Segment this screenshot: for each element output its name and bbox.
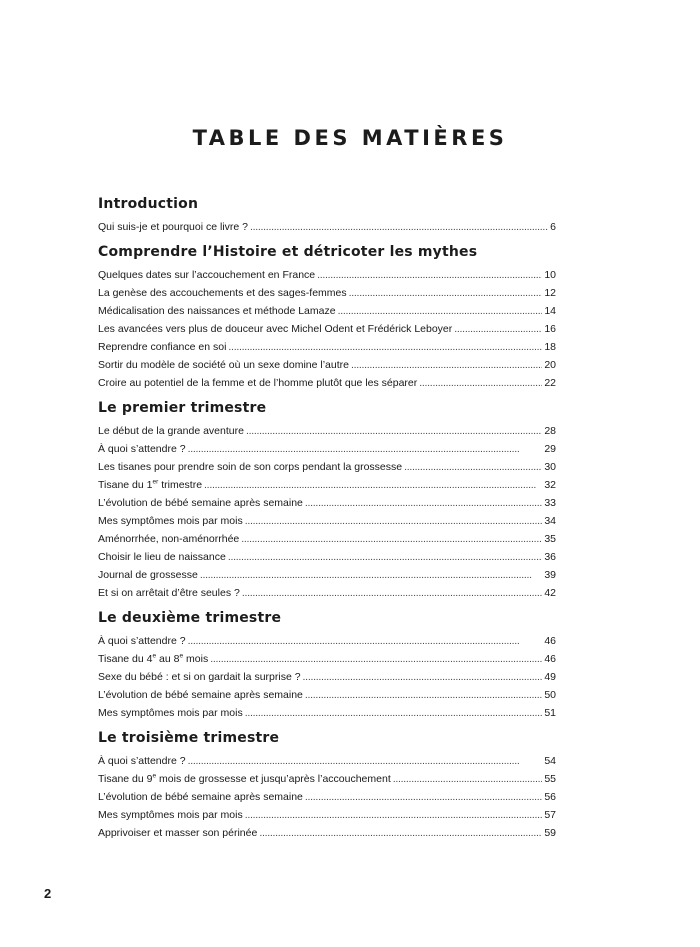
entry-title [98, 422, 244, 440]
entry-title [98, 512, 243, 530]
ordinal-suffix: e [152, 652, 157, 660]
toc-entry[interactable] [98, 686, 556, 704]
entry-page-number: 30 [544, 461, 556, 473]
entry-title [98, 266, 315, 284]
dot-leader [349, 284, 543, 302]
ordinal-suffix: e [179, 652, 184, 660]
dot-leader [241, 530, 542, 548]
entry-title-text: mois [183, 653, 209, 665]
entry-title-text: Le début de la grande aventure [98, 425, 244, 437]
toc-entry[interactable] [98, 266, 556, 284]
entry-title-text: Médicalisation des naissances et méthode Lamaze [98, 305, 336, 317]
entry-page-number: 56 [544, 791, 556, 803]
entry-title-text: À quoi s’attendre ? [98, 443, 186, 455]
dot-leader [188, 440, 543, 458]
entry-title [98, 650, 208, 668]
entry-page-number: 55 [544, 773, 556, 785]
ordinal-number: 4 [146, 653, 153, 665]
entry-title [98, 458, 402, 476]
entry-page-number: 54 [544, 755, 556, 767]
toc-section [98, 610, 556, 722]
entry-title-text: L’évolution de bébé semaine après semaine [98, 689, 303, 701]
entry-page-number: 34 [544, 515, 556, 527]
entry-page-number: 12 [544, 287, 556, 299]
entry-title-text: Mes symptômes mois par mois [98, 515, 243, 527]
entry-page-number: 29 [544, 443, 556, 455]
entry-title-text: Tisane du [98, 653, 144, 665]
toc-entry[interactable] [98, 284, 556, 302]
toc-entry[interactable] [98, 458, 556, 476]
dot-leader [188, 752, 543, 770]
entry-title [98, 494, 303, 512]
entry-title-text: Sortir du modèle de société où un sexe domine l’autre [98, 359, 349, 371]
dot-leader [317, 266, 542, 284]
entry-page-number: 42 [544, 587, 556, 599]
toc-entry[interactable] [98, 788, 556, 806]
entry-page-number: 10 [544, 269, 556, 281]
ordinal-number: 1 [146, 479, 153, 491]
entry-page-number: 39 [544, 569, 556, 581]
toc-entry[interactable] [98, 494, 556, 512]
toc-entry[interactable] [98, 668, 556, 686]
entry-title-text: au [156, 653, 174, 665]
entry-title [98, 284, 347, 302]
toc-entry[interactable] [98, 440, 556, 458]
entry-page-number: 57 [544, 809, 556, 821]
section-heading: Le premier trimestre [98, 400, 267, 416]
dot-leader [305, 494, 542, 512]
dot-leader [246, 422, 542, 440]
entry-title [98, 374, 417, 392]
entry-title-text: Reprendre confiance en soi [98, 341, 227, 353]
dot-leader [419, 374, 542, 392]
dot-leader [204, 476, 542, 494]
toc-entry[interactable] [98, 356, 556, 374]
dot-leader [228, 548, 542, 566]
entry-title [98, 770, 391, 788]
entry-title-text: À quoi s’attendre ? [98, 755, 186, 767]
entry-title-text: Tisane du [98, 773, 144, 785]
toc-entry[interactable] [98, 824, 556, 842]
dot-leader [245, 512, 543, 530]
entry-title-text: Les avancées vers plus de douceur avec Michel Odent et Frédérick Leboyer [98, 323, 453, 335]
toc-section [98, 400, 556, 602]
page-number: 2 [44, 886, 52, 901]
table-of-contents [98, 196, 556, 842]
dot-leader [404, 458, 542, 476]
dot-leader [242, 584, 542, 602]
toc-entry[interactable] [98, 650, 556, 668]
entry-title-text: L’évolution de bébé semaine après semaine [98, 791, 303, 803]
entry-title-text: mois de grossesse et jusqu’après l’accouchement [156, 773, 391, 785]
toc-entry[interactable] [98, 752, 556, 770]
entry-page-number: 46 [544, 635, 556, 647]
entry-title [98, 566, 198, 584]
section-heading: Le deuxième trimestre [98, 610, 282, 626]
toc-entry[interactable] [98, 302, 556, 320]
toc-entry[interactable] [98, 512, 556, 530]
toc-entry[interactable] [98, 422, 556, 440]
entry-title-text: Qui suis-je et pourquoi ce livre ? [98, 221, 248, 233]
entry-title [98, 668, 301, 686]
entry-title [98, 824, 257, 842]
entry-title [98, 440, 186, 458]
dot-leader [454, 320, 542, 338]
toc-entry[interactable] [98, 476, 556, 494]
entry-title [98, 476, 202, 494]
entry-title-text: L’évolution de bébé semaine après semaine [98, 497, 303, 509]
entry-title-text: Et si on arrêtait d’être seules ? [98, 587, 240, 599]
entry-title-text: À quoi s’attendre ? [98, 635, 186, 647]
dot-leader [338, 302, 543, 320]
entry-title-text: Apprivoiser et masser son périnée [98, 827, 258, 839]
entry-title [98, 530, 239, 548]
entry-title-text: Journal de grossesse [98, 569, 198, 581]
ordinal-suffix: er [152, 478, 159, 486]
toc-entry[interactable] [98, 584, 556, 602]
entry-page-number: 16 [544, 323, 556, 335]
dot-leader [259, 824, 542, 842]
entry-page-number: 59 [544, 827, 556, 839]
entry-page-number: 32 [544, 479, 556, 491]
entry-title-text: Quelques dates sur l’accouchement en France [98, 269, 316, 281]
entry-title [98, 338, 226, 356]
toc-section [98, 196, 556, 236]
entry-page-number: 20 [544, 359, 556, 371]
dot-leader [305, 686, 542, 704]
toc-entry[interactable] [98, 548, 556, 566]
entry-title-text: Mes symptômes mois par mois [98, 707, 243, 719]
dot-leader [305, 788, 542, 806]
entry-title-text: La genèse des accouchements et des sages-femmes [98, 287, 347, 299]
page-title: TABLE DES MATIÈRES [192, 126, 508, 150]
toc-entry[interactable] [98, 374, 556, 392]
entry-page-number: 35 [544, 533, 556, 545]
entry-page-number: 36 [544, 551, 556, 563]
toc-entry[interactable] [98, 320, 556, 338]
entry-title [98, 302, 336, 320]
dot-leader [188, 632, 543, 650]
toc-section [98, 244, 556, 392]
entry-page-number: 22 [544, 377, 556, 389]
dot-leader [303, 668, 543, 686]
dot-leader [245, 806, 543, 824]
section-heading: Comprendre l’Histoire et détricoter les mythes [98, 244, 478, 260]
dot-leader [210, 650, 542, 668]
entry-title-text: Tisane du [98, 479, 144, 491]
entry-title [98, 788, 303, 806]
entry-page-number: 28 [544, 425, 556, 437]
entry-title [98, 632, 186, 650]
entry-title-text: Choisir le lieu de naissance [98, 551, 226, 563]
dot-leader [393, 770, 543, 788]
entry-title [98, 584, 240, 602]
entry-title [98, 548, 226, 566]
dot-leader [228, 338, 542, 356]
entry-title-text: trimestre [158, 479, 203, 491]
entry-title-text: Mes symptômes mois par mois [98, 809, 243, 821]
entry-page-number: 49 [544, 671, 556, 683]
entry-page-number: 6 [550, 221, 556, 233]
entry-title-text: Aménorrhée, non-aménorrhée [98, 533, 240, 545]
entry-title [98, 218, 248, 236]
toc-entry[interactable] [98, 566, 556, 584]
entry-page-number: 51 [544, 707, 556, 719]
toc-entry[interactable] [98, 530, 556, 548]
entry-page-number: 50 [544, 689, 556, 701]
entry-title-text: Croire au potentiel de la femme et de l’homme plutôt que les séparer [98, 377, 418, 389]
section-heading: Introduction [98, 196, 199, 212]
entry-title [98, 320, 452, 338]
entry-page-number: 14 [544, 305, 556, 317]
toc-entry[interactable] [98, 218, 556, 236]
dot-leader [250, 218, 548, 236]
dot-leader [351, 356, 542, 374]
entry-title [98, 686, 303, 704]
entry-page-number: 46 [544, 653, 556, 665]
entry-title [98, 356, 349, 374]
entry-title [98, 704, 243, 722]
ordinal-number: 9 [146, 773, 153, 785]
entry-title [98, 752, 186, 770]
ordinal-suffix: e [152, 772, 157, 780]
toc-entry[interactable] [98, 770, 556, 788]
entry-page-number: 18 [544, 341, 556, 353]
entry-title-text: Les tisanes pour prendre soin de son corps pendant la grossesse [98, 461, 403, 473]
dot-leader [200, 566, 543, 584]
entry-page-number: 33 [544, 497, 556, 509]
toc-entry[interactable] [98, 632, 556, 650]
section-heading: Le troisième trimestre [98, 730, 280, 746]
dot-leader [245, 704, 543, 722]
toc-entry[interactable] [98, 704, 556, 722]
toc-entry[interactable] [98, 338, 556, 356]
toc-entry[interactable] [98, 806, 556, 824]
entry-title [98, 806, 243, 824]
entry-title-text: Sexe du bébé : et si on gardait la surprise ? [98, 671, 301, 683]
toc-section [98, 730, 556, 842]
ordinal-number: 8 [173, 653, 180, 665]
